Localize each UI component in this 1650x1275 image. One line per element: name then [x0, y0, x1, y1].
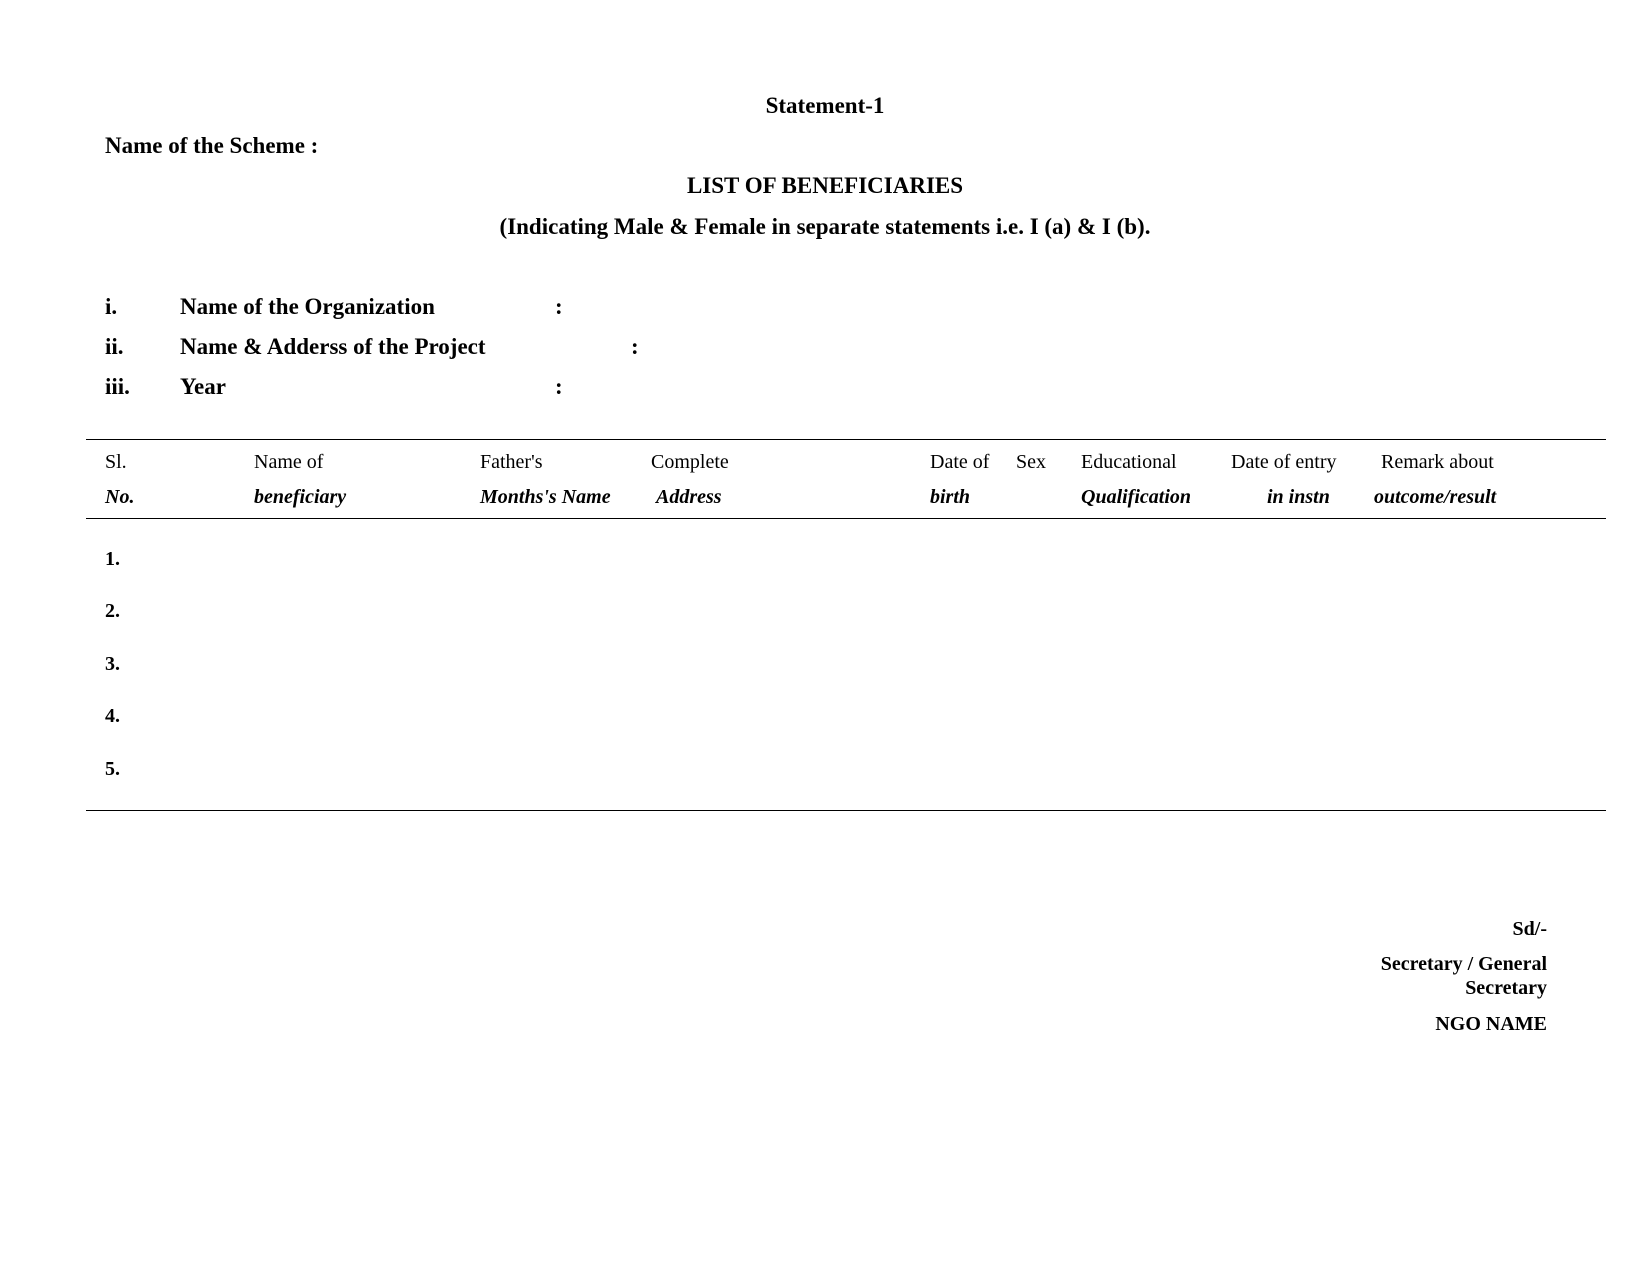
- list-title: LIST OF BENEFICIARIES: [686, 173, 964, 198]
- column-header-line1: Sl.: [105, 451, 127, 473]
- info-field-colon: :: [555, 294, 563, 319]
- column-header-line1: Educational: [1081, 451, 1177, 473]
- table-top-rule: [86, 439, 1606, 440]
- table-row-number: 4.: [105, 705, 120, 727]
- signature-sd: Sd/-: [1512, 918, 1547, 940]
- column-header-line2: Months's Name: [480, 486, 611, 508]
- column-header-sex: [1016, 451, 1046, 486]
- column-header-line1: Date of: [930, 451, 990, 473]
- column-header-address: [651, 451, 729, 509]
- info-field-label: Name of the Organization: [180, 294, 435, 319]
- column-header-line1: Date of entry: [1231, 451, 1337, 473]
- signature-designation-line1: Secretary / General: [1380, 953, 1547, 975]
- table-row-number: 5.: [105, 758, 120, 780]
- column-header-line2: birth: [930, 486, 971, 508]
- column-header-line1: Sex: [1016, 451, 1046, 473]
- statement-title: Statement-1: [765, 93, 885, 118]
- column-header-line1: Name of: [254, 451, 324, 473]
- column-header-line2: Address: [656, 486, 722, 508]
- column-header-line2: in instn: [1267, 486, 1330, 508]
- table-bottom-rule: [86, 810, 1606, 811]
- info-field-colon: :: [631, 334, 639, 359]
- column-header-line1: Complete: [651, 451, 729, 473]
- info-field-number: iii.: [105, 374, 130, 399]
- column-header-father-name: [480, 451, 611, 509]
- column-header-line1: Remark about: [1381, 451, 1494, 473]
- table-header-rule: [86, 518, 1606, 519]
- column-header-beneficiary: [254, 451, 346, 509]
- column-header-sl-no: [105, 451, 134, 509]
- column-header-line2: beneficiary: [254, 486, 347, 508]
- column-header-line2: outcome/result: [1374, 486, 1497, 508]
- signature-designation-line2: Secretary: [1465, 977, 1547, 999]
- column-header-remark: [1374, 451, 1496, 509]
- list-subtitle: (Indicating Male & Female in separate statements i.e. I (a) & I (b).: [499, 214, 1151, 239]
- column-header-date-of-entry: [1231, 451, 1337, 509]
- info-field-label: Name & Adderss of the Project: [180, 334, 486, 359]
- table-row-number: 3.: [105, 653, 120, 675]
- info-field-number: ii.: [105, 334, 124, 359]
- column-header-education: [1081, 451, 1191, 509]
- column-header-line1: Father's: [480, 451, 543, 473]
- info-field-label: Year: [180, 374, 226, 399]
- signature-org-name: NGO NAME: [1435, 1013, 1547, 1035]
- table-row-number: 1.: [105, 548, 120, 570]
- column-header-line2: Qualification: [1081, 486, 1192, 508]
- info-field-colon: :: [555, 374, 563, 399]
- column-header-date-of-birth: [930, 451, 989, 509]
- column-header-line2: No.: [105, 486, 135, 508]
- info-field-number: i.: [105, 294, 118, 319]
- table-row-number: 2.: [105, 600, 120, 622]
- scheme-name-label: Name of the Scheme :: [105, 133, 319, 158]
